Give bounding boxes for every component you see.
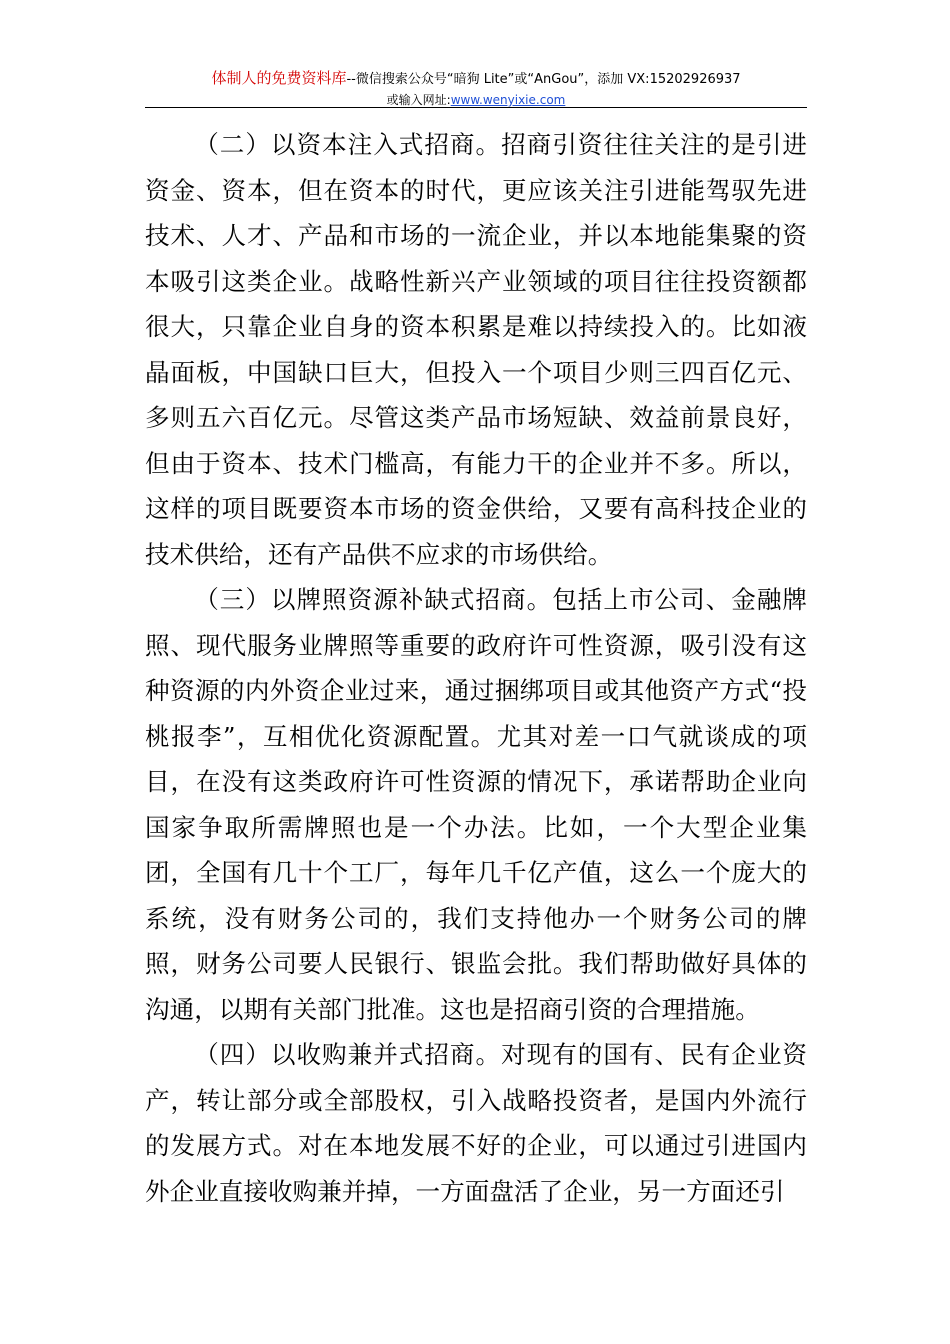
paragraph-3-license-resources: （三）以牌照资源补缺式招商。包括上市公司、金融牌照、现代服务业牌照等重要的政府许可性资源，吸引没有这种资源的内外资企业过来，通过捆绑项目或其他资产方式“投桃报李”，互相优化资源配置。尤其对差一口气就谈成的项目，在没有这类政府许可性资源的情况下，承诺帮助企业向国家争取所需牌照也是一个办法。比如，一个大型企业集团，全国有几十个工厂，每年几千亿产值，这么一个庞大的系统，没有财务公司的，我们支持他办一个财务公司的牌照，财务公司要人民银行、银监会批。我们帮助做好具体的沟通，以期有关部门批准。这也是招商引资的合理措施。 <box>145 585 807 1024</box>
paragraph-4-mergers-acquisitions: （四）以收购兼并式招商。对现有的国有、民有企业资产，转让部分或全部股权，引入战略投资者，是国内外流行的发展方式。对在本地发展不好的企业，可以通过引进国内外企业直接收购兼并掉，一方面盘活了企业，另一方面还引 <box>145 1040 807 1206</box>
paragraph-2-capital-injection: （二）以资本注入式招商。招商引资往往关注的是引进资金、资本，但在资本的时代，更应该关注引进能驾驭先进技术、人才、产品和市场的一流企业，并以本地能集聚的资本吸引这类企业。战略性新兴产业领域的项目往往投资额都很大，只靠企业自身的资本积累是难以持续投入的。比如液晶面板，中国缺口巨大，但投入一个项目少则三四百亿元、多则五六百亿元。尽管这类产品市场短缺、效益前景良好，但由于资本、技术门槛高，有能力干的企业并不多。所以，这样的项目既要资本市场的资金供给，又要有高科技企业的技术供给，还有产品供不应求的市场供给。 <box>145 130 807 569</box>
page-header <box>145 68 807 110</box>
header-line-1 <box>145 68 807 90</box>
header-url-link[interactable]: www.wenyixie.com <box>450 93 566 107</box>
document-body <box>145 122 807 1214</box>
header-url-prefix: 或输入网址: <box>386 93 451 107</box>
header-brand: 体制人的免费资料库 <box>211 69 347 87</box>
header-divider <box>145 107 807 108</box>
header-info: --微信搜索公众号“暗狗 Lite”或“AnGou”，添加 VX:15202926937 <box>346 72 741 87</box>
